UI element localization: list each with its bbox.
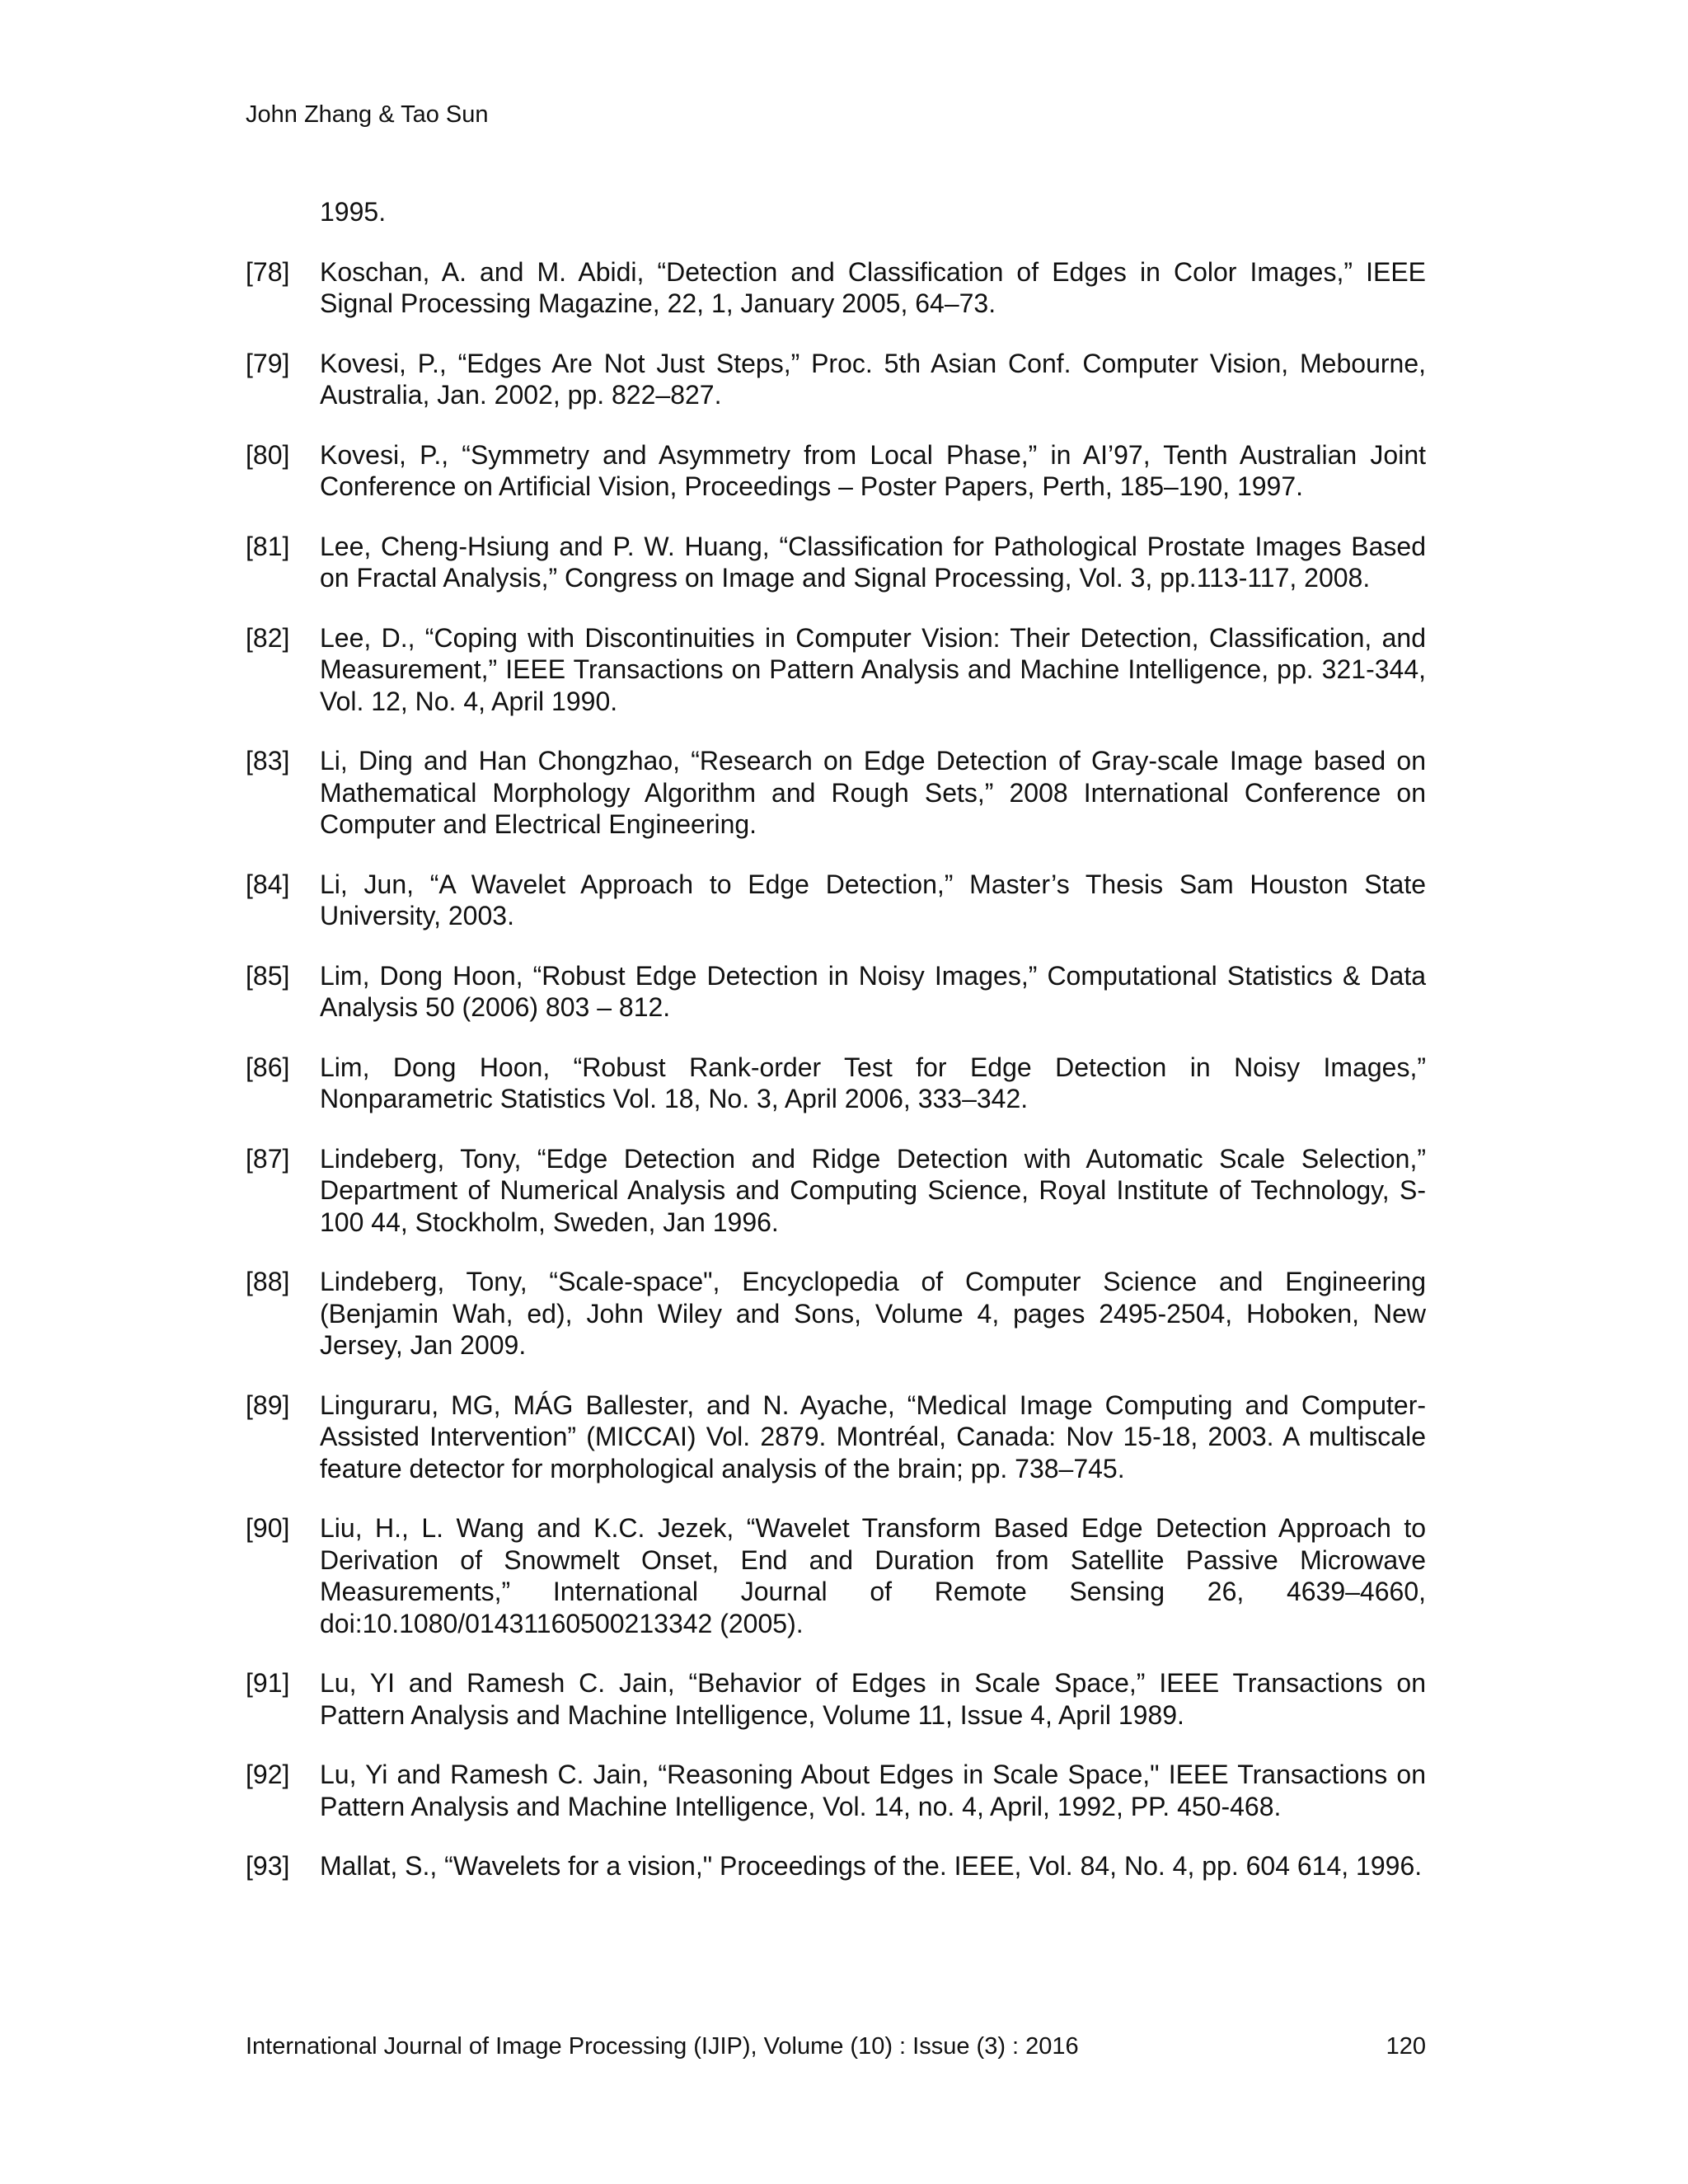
reference-number: [87]: [246, 1143, 290, 1174]
reference-number: [89]: [246, 1390, 290, 1420]
reference-item: [246, 1512, 1426, 1639]
reference-item: [246, 1667, 1426, 1731]
reference-number: [80]: [246, 439, 290, 470]
reference-number: [93]: [246, 1851, 290, 1881]
reference-text: Mallat, S., “Wavelets for a vision," Proceedings of the. IEEE, Vol. 84, No. 4, pp. 604 614, 1996.: [320, 1851, 1423, 1881]
reference-item: [246, 1052, 1426, 1115]
reference-text: Lee, D., “Coping with Discontinuities in Computer Vision: Their Detection, Classification, and Measurement,” IEEE Transactions on Pattern Analysis and Machine Intelligence, pp. 321-344, Vol. 12, No. 4, April 1990.: [320, 622, 1426, 716]
reference-text: Lindeberg, Tony, “Scale-space", Encyclopedia of Computer Science and Engineering (Benjamin Wah, ed), John Wiley and Sons, Volume 4, pages 2495-2504, Hoboken, New Jersey, Jan 2009.: [320, 1267, 1426, 1360]
reference-text: Liu, H., L. Wang and K.C. Jezek, “Wavelet Transform Based Edge Detection Approach to Derivation of Snowmelt Onset, End and Duration from Satellite Passive Microwave Measurements,” International Journal of Remote Sensing 26, 4639–4660, doi:10.1080/01431160500213342 (2005).: [320, 1513, 1426, 1638]
reference-text: 1995.: [320, 197, 387, 227]
reference-text: Lu, YI and Ramesh C. Jain, “Behavior of Edges in Scale Space,” IEEE Transactions on Pattern Analysis and Machine Intelligence, Volume 11, Issue 4, April 1989.: [320, 1668, 1426, 1730]
reference-item: [246, 1850, 1426, 1882]
reference-text: Li, Ding and Han Chongzhao, “Research on Edge Detection of Gray-scale Image based on Mathematical Morphology Algorithm and Rough Sets,” 2008 International Conference on Computer and Electrical Engineering.: [320, 746, 1426, 839]
reference-number: [86]: [246, 1052, 290, 1082]
reference-text: Lu, Yi and Ramesh C. Jain, “Reasoning About Edges in Scale Space," IEEE Transactions on Pattern Analysis and Machine Intelligence, Vol. 14, no. 4, April, 1992, PP. 450-468.: [320, 1760, 1426, 1821]
reference-item: [246, 960, 1426, 1024]
reference-text: Lim, Dong Hoon, “Robust Edge Detection in Noisy Images,” Computational Statistics & Data Analysis 50 (2006) 803 – 812.: [320, 960, 1426, 1022]
reference-number: [81]: [246, 531, 290, 561]
reference-number: [83]: [246, 746, 290, 776]
reference-text: Lim, Dong Hoon, “Robust Rank-order Test for Edge Detection in Noisy Images,” Nonparametric Statistics Vol. 18, No. 3, April 2006, 333–342.: [320, 1052, 1426, 1113]
reference-item: [246, 1759, 1426, 1822]
reference-number: [78]: [246, 256, 290, 287]
reference-number: [82]: [246, 622, 290, 653]
reference-number: [91]: [246, 1668, 290, 1698]
reference-list: [246, 196, 1426, 1910]
reference-number: [85]: [246, 960, 290, 991]
reference-item: [246, 1143, 1426, 1239]
reference-number: [79]: [246, 348, 290, 378]
reference-item: [246, 531, 1426, 594]
reference-text: Li, Jun, “A Wavelet Approach to Edge Detection,” Master’s Thesis Sam Houston State University, 2003.: [320, 869, 1426, 930]
reference-number: [90]: [246, 1513, 290, 1543]
running-header: John Zhang & Tao Sun: [246, 101, 489, 128]
reference-text: Lee, Cheng-Hsiung and P. W. Huang, “Classification for Pathological Prostate Images Based on Fractal Analysis,” Congress on Image and Signal Processing, Vol. 3, pp.113-117, 2008.: [320, 531, 1426, 593]
reference-number: [88]: [246, 1267, 290, 1296]
reference-item: [246, 622, 1426, 718]
reference-number: [84]: [246, 869, 290, 899]
reference-item: [246, 745, 1426, 841]
page-number: 120: [1386, 2033, 1426, 2060]
footer-journal-info: International Journal of Image Processing (IJIP), Volume (10) : Issue (3) : 2016: [246, 2033, 1079, 2060]
reference-text: Kovesi, P., “Symmetry and Asymmetry from Local Phase,” in AI’97, Tenth Australian Joint Conference on Artificial Vision, Proceedings – Poster Papers, Perth, 185–190, 1997.: [320, 439, 1426, 501]
reference-text: Linguraru, MG, MÁG Ballester, and N. Ayache, “Medical Image Computing and Computer-Assisted Intervention” (MICCAI) Vol. 2879. Montréal, Canada: Nov 15-18, 2003. A multiscale feature detector for morphological analysis of the brain; pp. 738–745.: [320, 1390, 1426, 1483]
reference-number: [92]: [246, 1760, 290, 1789]
reference-text: Kovesi, P., “Edges Are Not Just Steps,” Proc. 5th Asian Conf. Computer Vision, Mebourne, Australia, Jan. 2002, pp. 822–827.: [320, 348, 1426, 410]
reference-text: Lindeberg, Tony, “Edge Detection and Ridge Detection with Automatic Scale Selection,” Department of Numerical Analysis and Computing Science, Royal Institute of Technology, S-100 44, Stockholm, Sweden, Jan 1996.: [320, 1143, 1426, 1237]
reference-continuation: [246, 196, 1426, 228]
reference-item: [246, 348, 1426, 411]
reference-text: Koschan, A. and M. Abidi, “Detection and Classification of Edges in Color Images,” IEEE Signal Processing Magazine, 22, 1, January 2005, 64–73.: [320, 256, 1426, 318]
reference-item: [246, 1266, 1426, 1361]
reference-item: [246, 869, 1426, 932]
reference-item: [246, 256, 1426, 320]
reference-item: [246, 1390, 1426, 1485]
reference-item: [246, 439, 1426, 503]
